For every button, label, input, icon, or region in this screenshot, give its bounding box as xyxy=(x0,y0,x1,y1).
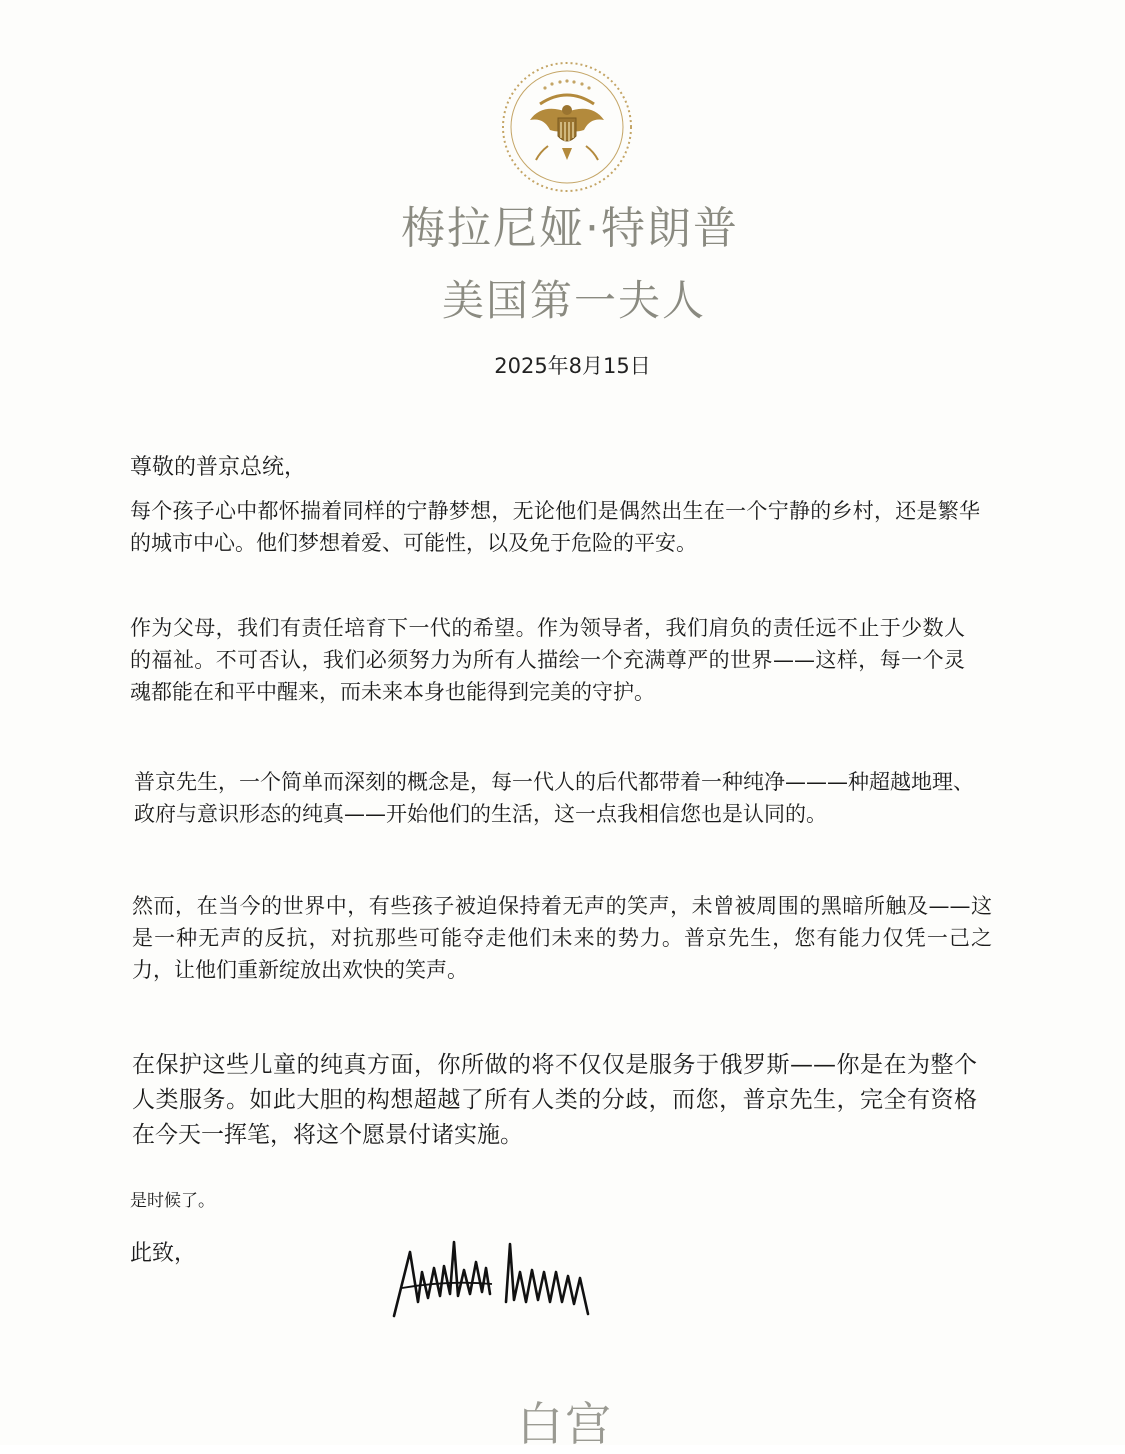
body-paragraph-2: 作为父母，我们有责任培育下一代的希望。作为领导者，我们肩负的责任远不止于少数人的福祉。不可否认，我们必须努力为所有人描绘一个充满尊严的世界——这样，每一个灵魂都能在和平中醒来，而未来本身也能得到完美的守护。 xyxy=(130,616,965,704)
sender-title: 美国第一夫人 xyxy=(441,276,706,325)
footer-white-house: 白宫 xyxy=(517,1397,613,1451)
body-paragraph-5: 在保护这些儿童的纯真方面，你所做的将不仅仅是服务于俄罗斯——你是在为整个人类服务。如此大胆的构想超越了所有人类的分歧，而您，普京先生，完全有资格在今天一挥笔，将这个愿景付诸实施。 xyxy=(132,1052,977,1148)
body-paragraph-3: 普京先生，一个简单而深刻的概念是，每一代人的后代都带着一种纯净———种超越地理、政府与意识形态的纯真——开始他们的生活，这一点我相信您也是认同的。 xyxy=(134,770,974,826)
sender-name: 梅拉尼娅·特朗普 xyxy=(401,203,739,254)
letter-date: 2025年8月15日 xyxy=(494,354,651,378)
sign-off: 此致， xyxy=(130,1241,197,1266)
handwritten-signature-icon xyxy=(388,1232,598,1328)
presidential-seal-icon xyxy=(500,60,634,194)
salutation: 尊敬的普京总统， xyxy=(130,455,307,480)
body-paragraph-4: 然而，在当今的世界中，有些孩子被迫保持着无声的笑声，未曾被周围的黑暗所触及——这是一种无声的反抗，对抗那些可能夺走他们未来的势力。普京先生，您有能力仅凭一己之力，让他们重新绽放出欢快的笑声。 xyxy=(132,894,992,982)
body-paragraph-1: 每个孩子心中都怀揣着同样的宁静梦想，无论他们是偶然出生在一个宁静的乡村，还是繁华的城市中心。他们梦想着爱、可能性，以及免于危险的平安。 xyxy=(130,499,980,555)
closing-line: 是时候了。 xyxy=(130,1191,215,1211)
